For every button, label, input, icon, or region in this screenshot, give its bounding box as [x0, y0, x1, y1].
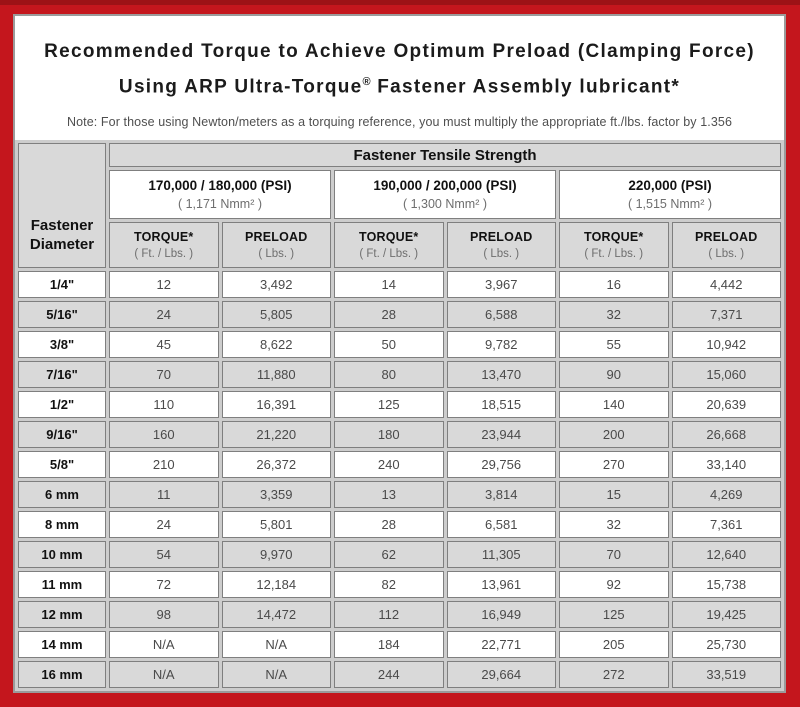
torque-value-cell: 82	[334, 571, 444, 598]
table-row	[18, 661, 781, 688]
preload-value-cell: 7,371	[672, 301, 782, 328]
table-row	[18, 511, 781, 538]
fastener-diameter-cell: 10 mm	[18, 541, 106, 568]
torque-value-cell: 90	[559, 361, 669, 388]
preload-value-cell: 23,944	[447, 421, 557, 448]
torque-value-cell: 240	[334, 451, 444, 478]
preload-value-cell: 8,622	[222, 331, 332, 358]
torque-value-cell: 140	[559, 391, 669, 418]
table-row	[18, 541, 781, 568]
preload-value-cell: 19,425	[672, 601, 782, 628]
preload-value-cell: 29,664	[447, 661, 557, 688]
torque-value-cell: 12	[109, 271, 219, 298]
table-row	[18, 271, 781, 298]
fastener-diameter-cell: 7/16"	[18, 361, 106, 388]
torque-value-cell: 13	[334, 481, 444, 508]
preload-value-cell: N/A	[222, 661, 332, 688]
torque-value-cell: 54	[109, 541, 219, 568]
torque-value-cell: 110	[109, 391, 219, 418]
fastener-diameter-cell: 14 mm	[18, 631, 106, 658]
preload-value-cell: 20,639	[672, 391, 782, 418]
preload-value-cell: 15,738	[672, 571, 782, 598]
torque-value-cell: 50	[334, 331, 444, 358]
preload-value-cell: 10,942	[672, 331, 782, 358]
fastener-diameter-cell: 12 mm	[18, 601, 106, 628]
torque-value-cell: 11	[109, 481, 219, 508]
table-row	[18, 421, 781, 448]
preload-value-cell: 16,949	[447, 601, 557, 628]
torque-value-cell: N/A	[109, 661, 219, 688]
preload-value-cell: 12,184	[222, 571, 332, 598]
tensile-strength-header: Fastener Tensile Strength	[109, 143, 781, 167]
preload-header-cell: PRELOAD ( Lbs. )	[222, 222, 332, 268]
preload-value-cell: 9,782	[447, 331, 557, 358]
torque-value-cell: 72	[109, 571, 219, 598]
preload-value-cell: 5,801	[222, 511, 332, 538]
table-row	[18, 481, 781, 508]
fastener-diameter-cell: 9/16"	[18, 421, 106, 448]
preload-value-cell: 26,372	[222, 451, 332, 478]
psi-group-header-row	[18, 170, 781, 219]
torque-value-cell: 70	[109, 361, 219, 388]
preload-value-cell: 11,880	[222, 361, 332, 388]
torque-preload-header-row	[18, 222, 781, 268]
preload-value-cell: 3,814	[447, 481, 557, 508]
torque-value-cell: 244	[334, 661, 444, 688]
torque-value-cell: 112	[334, 601, 444, 628]
preload-value-cell: 4,442	[672, 271, 782, 298]
table-row	[18, 361, 781, 388]
torque-value-cell: 205	[559, 631, 669, 658]
preload-value-cell: 29,756	[447, 451, 557, 478]
torque-preload-table	[15, 140, 784, 691]
torque-value-cell: 180	[334, 421, 444, 448]
table-row	[18, 331, 781, 358]
torque-value-cell: 125	[334, 391, 444, 418]
preload-value-cell: N/A	[222, 631, 332, 658]
fastener-diameter-cell: 8 mm	[18, 511, 106, 538]
preload-value-cell: 11,305	[447, 541, 557, 568]
preload-value-cell: 6,581	[447, 511, 557, 538]
preload-value-cell: 33,519	[672, 661, 782, 688]
torque-value-cell: 16	[559, 271, 669, 298]
torque-value-cell: 24	[109, 511, 219, 538]
preload-value-cell: 26,668	[672, 421, 782, 448]
torque-value-cell: 24	[109, 301, 219, 328]
fastener-diameter-cell: 1/4"	[18, 271, 106, 298]
fastener-diameter-cell: 5/16"	[18, 301, 106, 328]
torque-value-cell: 45	[109, 331, 219, 358]
preload-value-cell: 14,472	[222, 601, 332, 628]
registered-trademark-symbol: ®	[362, 76, 371, 88]
torque-header-cell: TORQUE* ( Ft. / Lbs. )	[109, 222, 219, 268]
torque-value-cell: 184	[334, 631, 444, 658]
title-line-2: Using ARP Ultra-Torque® Fastener Assembly lubricant*	[118, 76, 681, 98]
psi-group-header-3: 220,000 (PSI) ( 1,515 Nmm² )	[559, 170, 781, 219]
fastener-diameter-cell: 11 mm	[18, 571, 106, 598]
preload-value-cell: 13,961	[447, 571, 557, 598]
fastener-diameter-corner-header: Fastener Diameter	[18, 143, 106, 268]
table-row	[18, 631, 781, 658]
torque-value-cell: 28	[334, 511, 444, 538]
fastener-diameter-cell: 3/8"	[18, 331, 106, 358]
torque-table-body	[18, 271, 781, 688]
table-row	[18, 391, 781, 418]
torque-value-cell: 28	[334, 301, 444, 328]
table-row	[18, 571, 781, 598]
torque-value-cell: 32	[559, 511, 669, 538]
psi-group-header-1: 170,000 / 180,000 (PSI) ( 1,171 Nmm² )	[109, 170, 331, 219]
preload-value-cell: 4,269	[672, 481, 782, 508]
preload-value-cell: 6,588	[447, 301, 557, 328]
preload-header-cell: PRELOAD ( Lbs. )	[672, 222, 782, 268]
title-block	[15, 16, 784, 140]
table-row	[18, 301, 781, 328]
torque-value-cell: 32	[559, 301, 669, 328]
note-text: Note: For those using Newton/meters as a torquing reference, you must multiply the appropriate ft./lbs. factor by 1.356	[66, 115, 732, 130]
torque-value-cell: 200	[559, 421, 669, 448]
preload-value-cell: 7,361	[672, 511, 782, 538]
torque-value-cell: 272	[559, 661, 669, 688]
fastener-diameter-cell: 1/2"	[18, 391, 106, 418]
title-line-1: Recommended Torque to Achieve Optimum Preload (Clamping Force)	[44, 41, 755, 62]
torque-value-cell: 14	[334, 271, 444, 298]
torque-value-cell: 70	[559, 541, 669, 568]
preload-value-cell: 3,359	[222, 481, 332, 508]
top-accent-strip	[0, 0, 800, 5]
torque-value-cell: 92	[559, 571, 669, 598]
torque-value-cell: 80	[334, 361, 444, 388]
table-row	[18, 601, 781, 628]
preload-value-cell: 3,492	[222, 271, 332, 298]
preload-value-cell: 18,515	[447, 391, 557, 418]
preload-value-cell: 22,771	[447, 631, 557, 658]
preload-value-cell: 15,060	[672, 361, 782, 388]
torque-value-cell: 270	[559, 451, 669, 478]
fastener-diameter-cell: 16 mm	[18, 661, 106, 688]
torque-value-cell: N/A	[109, 631, 219, 658]
content-frame	[13, 14, 786, 693]
page-title	[15, 37, 784, 102]
torque-value-cell: 160	[109, 421, 219, 448]
fastener-diameter-cell: 5/8"	[18, 451, 106, 478]
preload-value-cell: 13,470	[447, 361, 557, 388]
preload-value-cell: 16,391	[222, 391, 332, 418]
table-row	[18, 451, 781, 478]
preload-value-cell: 3,967	[447, 271, 557, 298]
preload-value-cell: 5,805	[222, 301, 332, 328]
torque-value-cell: 62	[334, 541, 444, 568]
torque-value-cell: 55	[559, 331, 669, 358]
preload-value-cell: 21,220	[222, 421, 332, 448]
preload-value-cell: 12,640	[672, 541, 782, 568]
tensile-strength-header-row	[18, 143, 781, 167]
torque-value-cell: 210	[109, 451, 219, 478]
fastener-diameter-cell: 6 mm	[18, 481, 106, 508]
torque-value-cell: 98	[109, 601, 219, 628]
torque-header-cell: TORQUE* ( Ft. / Lbs. )	[334, 222, 444, 268]
preload-value-cell: 9,970	[222, 541, 332, 568]
preload-value-cell: 33,140	[672, 451, 782, 478]
torque-header-cell: TORQUE* ( Ft. / Lbs. )	[559, 222, 669, 268]
psi-group-header-2: 190,000 / 200,000 (PSI) ( 1,300 Nmm² )	[334, 170, 556, 219]
preload-value-cell: 25,730	[672, 631, 782, 658]
torque-value-cell: 15	[559, 481, 669, 508]
torque-value-cell: 125	[559, 601, 669, 628]
preload-header-cell: PRELOAD ( Lbs. )	[447, 222, 557, 268]
